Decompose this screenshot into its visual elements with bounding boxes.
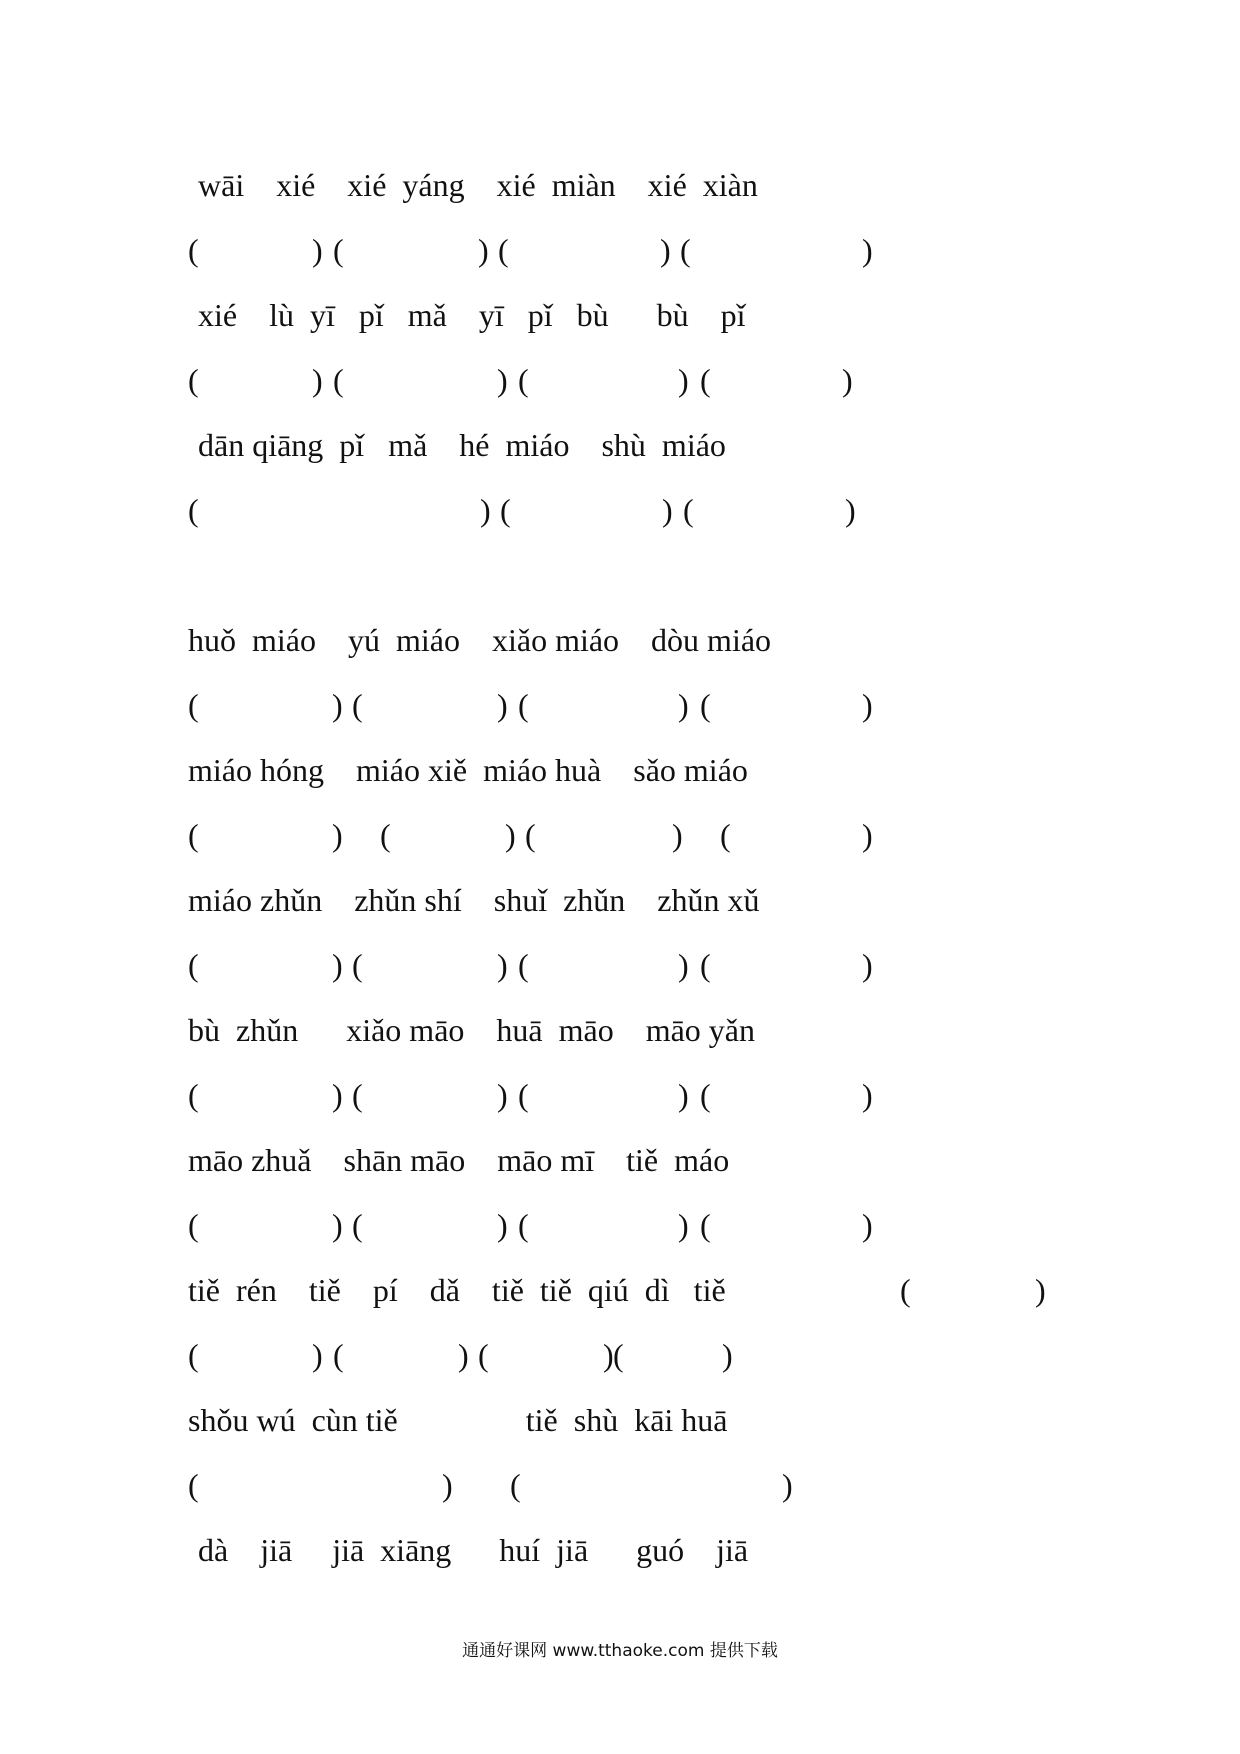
paren-close: ) [722, 1337, 733, 1373]
pinyin-line: miáo hóng miáo xiě miáo huà sǎo miáo [188, 752, 748, 788]
paren-open: ( [333, 362, 344, 398]
pinyin-line: māo zhuǎ shān māo māo mī tiě máo [188, 1142, 730, 1178]
paren-open: ( [518, 362, 529, 398]
pinyin-line: shǒu wú cùn tiě tiě shù kāi huā [188, 1402, 728, 1438]
paren-close: ) [862, 687, 873, 723]
paren-open: ( [188, 1337, 199, 1373]
paren-close: ) [678, 947, 689, 983]
paren-open: ( [333, 232, 344, 268]
pinyin-line: dān qiāng pǐ mǎ hé miáo shù miáo [190, 427, 726, 463]
footer-credit: 通通好课网 www.tthaoke.com 提供下载 [462, 1641, 778, 1661]
paren-open: ( [700, 1207, 711, 1243]
paren-close: ) [672, 817, 683, 853]
paren-open: ( [680, 232, 691, 268]
paren-close: ) [862, 1077, 873, 1113]
paren-close: ) [782, 1467, 793, 1503]
paren-open: ( [510, 1467, 521, 1503]
paren-close: ) [332, 1077, 343, 1113]
paren-close: ) [505, 817, 516, 853]
paren-open: ( [188, 817, 199, 853]
paren-open: ( [700, 1077, 711, 1113]
paren-close: ) [442, 1467, 453, 1503]
paren-close: ) [312, 232, 323, 268]
paren-open: ( [188, 1077, 199, 1113]
paren-close: ) [862, 947, 873, 983]
paren-close: ) [312, 362, 323, 398]
paren-close: ) [497, 362, 508, 398]
paren-close: ) [862, 232, 873, 268]
paren-close: ) [480, 492, 491, 528]
paren-open: ( [700, 687, 711, 723]
paren-close: ) [845, 492, 856, 528]
paren-open: ( [720, 817, 731, 853]
paren-close: ) [478, 232, 489, 268]
paren-open: ( [525, 817, 536, 853]
paren-close: ) [842, 362, 853, 398]
inline-answer-close: ) [1035, 1272, 1046, 1308]
paren-open: ( [498, 232, 509, 268]
paren-close: ) [497, 1207, 508, 1243]
paren-open: ( [518, 1077, 529, 1113]
paren-close: ) [678, 1207, 689, 1243]
paren-close: ) [332, 1207, 343, 1243]
paren-open: ( [188, 687, 199, 723]
paren-close: ) [332, 947, 343, 983]
paren-close: ) [662, 492, 673, 528]
paren-open: ( [352, 1207, 363, 1243]
pinyin-line: miáo zhǔn zhǔn shí shuǐ zhǔn zhǔn xǔ [188, 882, 760, 918]
paren-close: ) [603, 1337, 614, 1373]
paren-close: ) [497, 1077, 508, 1113]
pinyin-line: huǒ miáo yú miáo xiǎo miáo dòu miáo [188, 622, 772, 658]
paren-close: ) [660, 232, 671, 268]
paren-close: ) [332, 687, 343, 723]
paren-close: ) [497, 687, 508, 723]
paren-close: ) [862, 1207, 873, 1243]
paren-open: ( [700, 362, 711, 398]
paren-close: ) [332, 817, 343, 853]
paren-open: ( [188, 492, 199, 528]
paren-open: ( [380, 817, 391, 853]
pinyin-line: dà jiā jiā xiāng huí jiā guó jiā [190, 1532, 749, 1568]
paren-close: ) [678, 1077, 689, 1113]
paren-open: ( [518, 947, 529, 983]
paren-close: ) [862, 817, 873, 853]
paren-open: ( [188, 1207, 199, 1243]
paren-open: ( [188, 362, 199, 398]
pinyin-line: xié lù yī pǐ mǎ yī pǐ bù bù pǐ [190, 297, 746, 333]
paren-close: ) [458, 1337, 469, 1373]
paren-open: ( [352, 1077, 363, 1113]
paren-close: ) [678, 687, 689, 723]
paren-open: ( [333, 1337, 344, 1373]
inline-answer-open: ( [900, 1272, 911, 1308]
paren-close: ) [497, 947, 508, 983]
paren-close: ) [678, 362, 689, 398]
paren-open: ( [613, 1337, 624, 1373]
paren-open: ( [188, 947, 199, 983]
paren-open: ( [478, 1337, 489, 1373]
pinyin-line: bù zhǔn xiǎo māo huā māo māo yǎn [188, 1012, 755, 1048]
pinyin-line: tiě rén tiě pí dǎ tiě tiě qiú dì tiě [188, 1272, 726, 1308]
paren-open: ( [352, 947, 363, 983]
paren-open: ( [188, 1467, 199, 1503]
paren-open: ( [352, 687, 363, 723]
paren-open: ( [500, 492, 511, 528]
paren-open: ( [188, 232, 199, 268]
paren-close: ) [312, 1337, 323, 1373]
paren-open: ( [700, 947, 711, 983]
pinyin-line: wāi xié xié yáng xié miàn xié xiàn [190, 167, 758, 203]
paren-open: ( [518, 1207, 529, 1243]
paren-open: ( [683, 492, 694, 528]
paren-open: ( [518, 687, 529, 723]
